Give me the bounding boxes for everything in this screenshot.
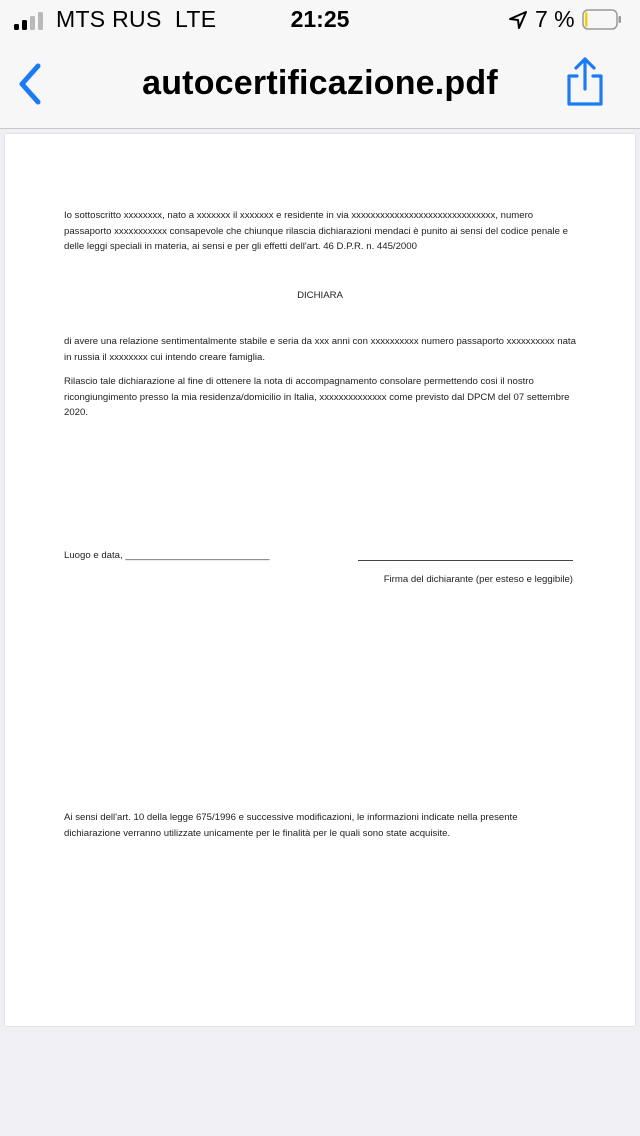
- declaration-body-paragraph: di avere una relazione sentimentalmente stabile e seria da xxx anni con xxxxxxxxxx numero passaporto xxxxxxxxxx nata in russia il xxxxxxxx cui intendo creare famiglia.: [64, 336, 576, 363]
- navigation-bar: [0, 40, 640, 129]
- share-icon: [569, 59, 601, 104]
- back-button[interactable]: [14, 60, 48, 108]
- pdf-page[interactable]: [5, 134, 635, 1026]
- location-arrow-icon: [507, 9, 529, 31]
- declaration-purpose-paragraph: Rilascio tale dichiarazione al fine di ottenere la nota di accompagnamento consolare permettendo cosi il nostro ricongiungimento presso la mia residenza/domicilio in Italia, xxxxxxxxxxxxxx come previsto dal DPCM del 07 settembre 2020.: [64, 376, 570, 418]
- chevron-left-icon: [22, 66, 38, 102]
- document-title: autocertificazione.pdf: [142, 64, 498, 102]
- battery-fill: [585, 12, 588, 27]
- place-date-field: Luogo e data, ___________________________: [64, 550, 270, 561]
- battery-percent: 7 %: [535, 6, 575, 32]
- status-time: 21:25: [290, 6, 350, 32]
- share-button[interactable]: [562, 56, 608, 108]
- status-bar: [0, 0, 640, 40]
- signature-label: Firma del dichiarante (per esteso e leggibile): [383, 574, 573, 585]
- network-type: LTE: [175, 6, 217, 32]
- declaration-heading: DICHIARA: [297, 290, 343, 301]
- declaration-intro-paragraph: Io sottoscritto xxxxxxxx, nato a xxxxxxx il xxxxxxx e residente in via xxxxxxxxxxxxxxxxxxxxxxxxxxxxxx, numero passaporto xxxxxxxxxxx consapevole che chiunque rilascia dichiarazioni mendaci è punito ai sensi del codice penale e delle leggi speciali in materia, ai sensi e per gli effetti dell'art. 46 D.P.R. n. 445/2000: [64, 210, 568, 252]
- battery-icon: [582, 9, 622, 30]
- privacy-notice-paragraph: Ai sensi dell'art. 10 della legge 675/1996 e successive modificazioni, le informazioni indicate nella presente dichiarazione verranno utilizzate unicamente per le finalità per le quali sono state acquisite.: [64, 812, 518, 839]
- carrier-name: MTS RUS: [56, 6, 162, 32]
- signature-line: [358, 560, 573, 561]
